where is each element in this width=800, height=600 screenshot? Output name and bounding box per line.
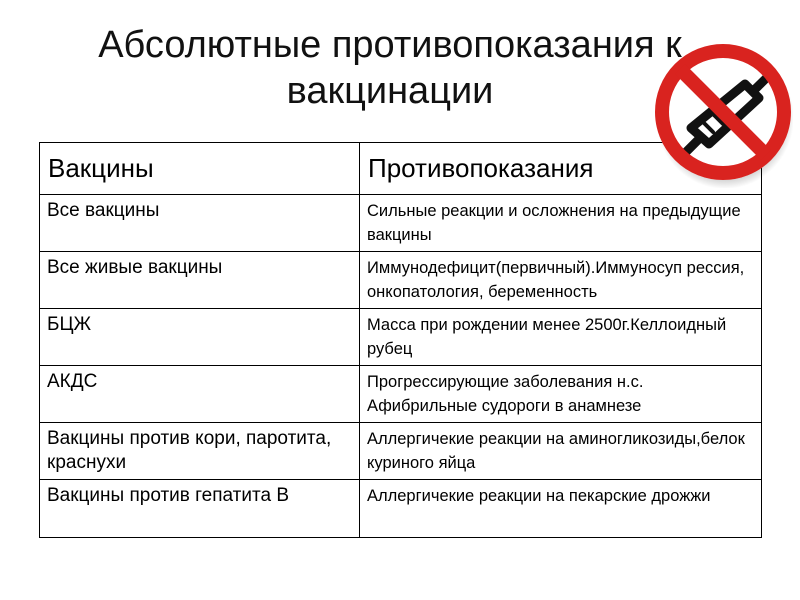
no-syringe-icon xyxy=(653,36,793,188)
contraindications-table xyxy=(39,142,762,538)
table-row xyxy=(40,252,762,309)
contraindication-cell: Прогрессирующие заболевания н.с. Афибрильные судороги в анамнезе xyxy=(360,366,762,423)
contraindication-cell: Иммунодефицит(первичный).Иммуносуп рессия, онкопатология, беременность xyxy=(360,252,762,309)
vaccine-cell: БЦЖ xyxy=(40,309,360,366)
vaccine-cell: Все вакцины xyxy=(40,195,360,252)
header-vaccines: Вакцины xyxy=(40,143,360,195)
table-row xyxy=(40,195,762,252)
vaccine-cell: Вакцины против гепатита В xyxy=(40,480,360,538)
vaccine-cell: Вакцины против кори, паротита, краснухи xyxy=(40,423,360,480)
contraindication-cell: Масса при рождении менее 2500г.Келлоидный рубец xyxy=(360,309,762,366)
header-contraindications: Противопоказания xyxy=(360,143,762,195)
contraindication-cell: Сильные реакции и осложнения на предыдущие вакцины xyxy=(360,195,762,252)
page-title-line-1: Абсолютные противопоказания к xyxy=(98,24,682,66)
table-row xyxy=(40,480,762,538)
page-title-line-2: вакцинации xyxy=(286,70,494,112)
contraindication-cell: Аллергичекие реакции на аминогликозиды,белок куриного яйца xyxy=(360,423,762,480)
table-row xyxy=(40,423,762,480)
contraindication-cell: Аллергичекие реакции на пекарские дрожжи xyxy=(360,480,762,538)
table-row xyxy=(40,309,762,366)
table-row xyxy=(40,366,762,423)
vaccine-cell: АКДС xyxy=(40,366,360,423)
vaccine-cell: Все живые вакцины xyxy=(40,252,360,309)
